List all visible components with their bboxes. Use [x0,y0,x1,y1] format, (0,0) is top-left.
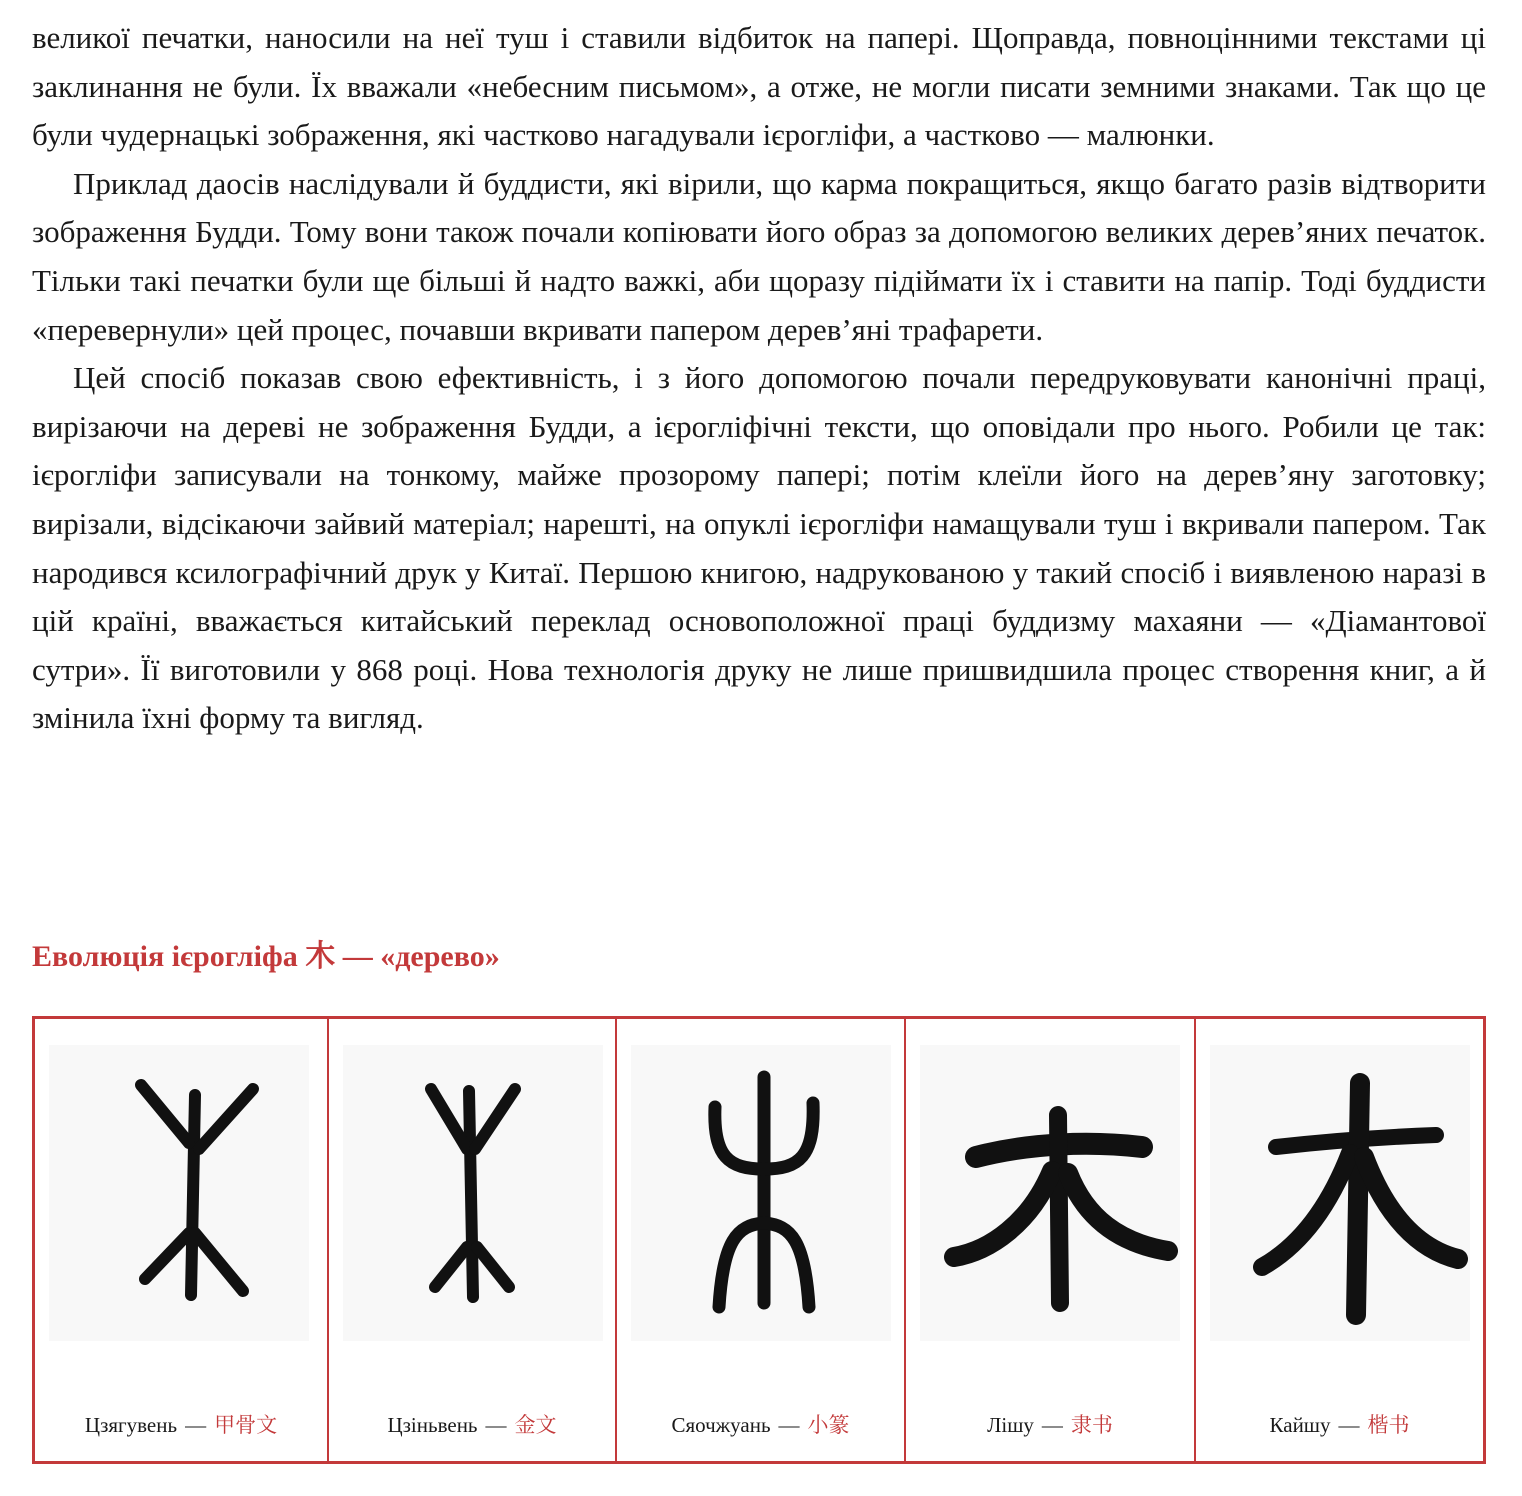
script-name: Сяочжуань [671,1413,771,1437]
script-cell-jiaguwen [35,1019,329,1461]
regular-script-tree-glyph [1210,1045,1470,1341]
script-label-kaishu [1196,1411,1483,1439]
script-name: Цзягувень [84,1413,178,1437]
script-cell-kaishu [1196,1019,1483,1461]
label-dash: — [778,1413,800,1437]
glyph-image-lishu [920,1045,1180,1341]
paragraph-3: Цей спосіб показав свою ефективність, і з його допомогою почали передруковувати канонічні праці, вирізаючи на дереві не зображення Будди, а ієрогліфічні тексти, що оповідали про нього. Робили це так: ієрогліфи записували на тонкому, майже прозорому папері; потім клеїли його на дерев’яну заготовку; вирізали, відсікаючи зайвий матеріал; нарешті, на опуклі ієрогліфи намащували туш і вкривали папером. Так народився ксилографічний друк у Китаї. Першою книгою, надрукованою у такий спосіб і виявленою наразі в цій країні, вважається китайський переклад основоположної праці буддизму махаяни — «Діамантової сутри». Її виготовили у 868 році. Нова технологія друку не лише пришвидшила процес створення книг, а й змінила їхні форму та вигляд. [32,360,1486,736]
script-label-jiaguwen [35,1411,327,1439]
paragraph-2: Приклад даосів наслідували й буддисти, які вірили, що карма покращиться, якщо багато разів відтворити зображення Будди. Тому вони також почали копіювати його образ за допомогою великих дерев’яних печаток. Тільки такі печатки були ще більші й надто важкі, аби щоразу підіймати їх і ставити на папір. Тоді буддисти «перевернули» цей процес, почавши вкривати папером дерев’яні трафарети. [32,165,1486,347]
oracle-bone-tree-glyph [49,1045,309,1341]
glyph-image-jinwen [343,1045,603,1341]
script-name: Лішу [987,1413,1034,1437]
character-evolution-panel [32,1016,1486,1464]
script-cell-lishu [906,1019,1196,1461]
script-chinese: 隶书 [1070,1413,1113,1437]
label-dash: — [1041,1413,1063,1437]
label-dash: — [185,1413,207,1437]
script-chinese: 甲骨文 [214,1413,278,1437]
glyph-image-xiaozhuan [631,1045,891,1341]
figure-title: Еволюція ієрогліфа 木 — «дерево» [32,940,500,973]
glyph-image-jiaguwen [49,1045,309,1341]
label-dash: — [1338,1413,1360,1437]
script-label-xiaozhuan [617,1411,904,1439]
script-cell-jinwen [329,1019,617,1461]
script-cell-xiaozhuan [617,1019,906,1461]
bronze-tree-glyph [343,1045,603,1341]
script-chinese: 楷书 [1367,1413,1410,1437]
script-chinese: 金文 [514,1413,557,1437]
script-chinese: 小篆 [807,1413,850,1437]
clerical-tree-glyph [920,1045,1180,1341]
paragraph-1: великої печатки, наносили на неї туш і ставили відбиток на папері. Щоправда, повноцінними текстами ці заклинання не були. Їх вважали «небесним письмом», а отже, не могли писати земними знаками. Так що це були чудернацькі зображення, які частково нагадували ієрогліфи, а частково — малюнки. [32,20,1486,153]
script-name: Кайшу [1269,1413,1331,1437]
glyph-image-kaishu [1210,1045,1470,1341]
small-seal-tree-glyph [631,1045,891,1341]
script-label-jinwen [329,1411,615,1439]
label-dash: — [485,1413,507,1437]
script-label-lishu [906,1411,1194,1439]
article-text [32,14,1486,743]
script-name: Цзіньвень [387,1413,478,1437]
